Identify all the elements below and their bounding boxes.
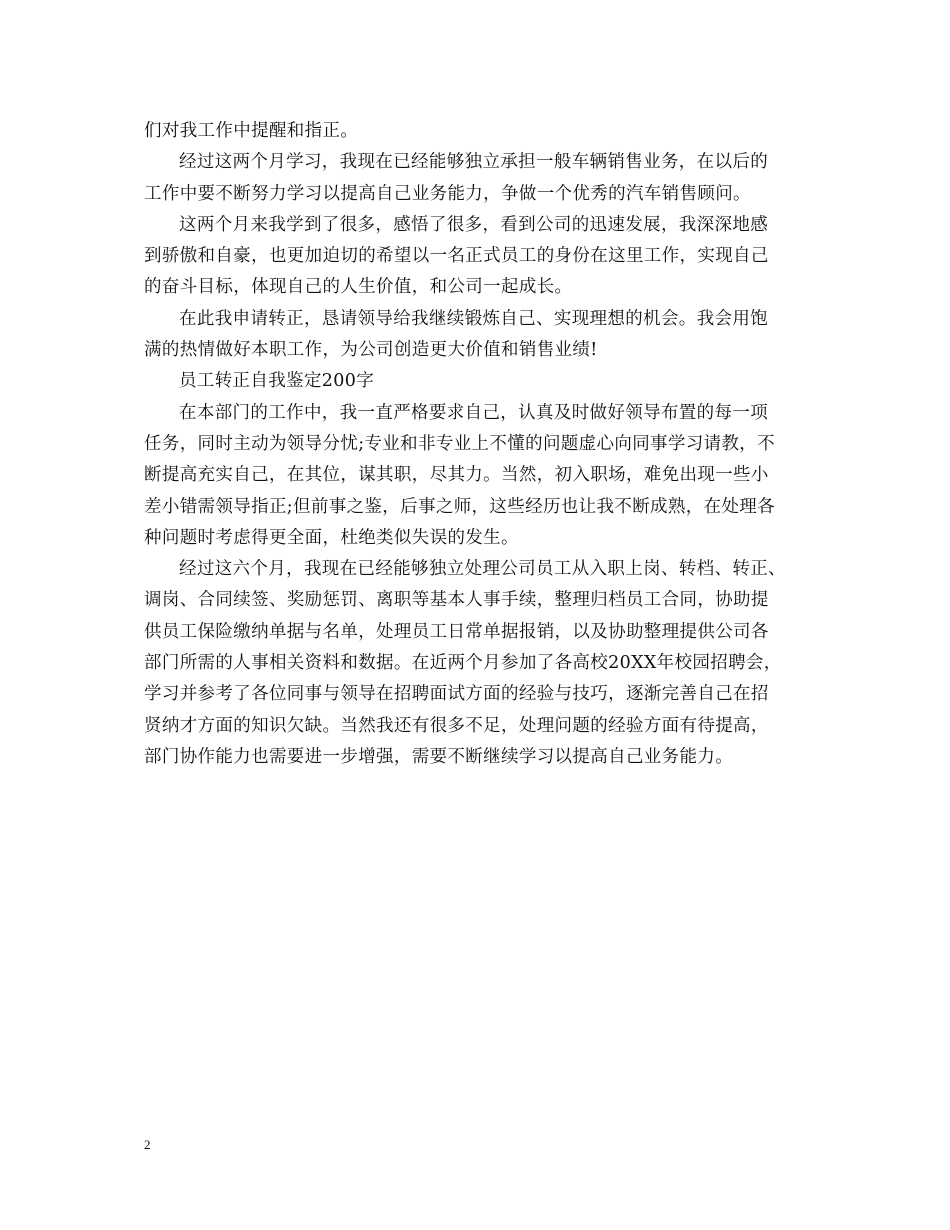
text-line: 差小错需领导指正;但前事之鉴，后事之师，这些经历也让我不断成熟，在处理各 <box>144 496 775 517</box>
text-line: 的奋斗目标，体现自己的人生价值，和公司一起成长。 <box>144 277 573 298</box>
text-line: 任务，同时主动为领导分忧;专业和非专业上不懂的问题虚心向同事学习请教，不 <box>144 433 775 454</box>
page-number: 2 <box>144 1137 151 1152</box>
text-line: 经过这两个月学习，我现在已经能够独立承担一般车辆销售业务，在以后的 <box>179 152 769 173</box>
text-line: 们对我工作中提醒和指正。 <box>144 121 359 141</box>
text-line: 调岗、合同续签、奖励惩罚、离职等基本人事手续，整理归档员工合同，协助提 <box>144 590 769 611</box>
text-line: 供员工保险缴纳单据与名单，处理员工日常单据报销，以及协助整理提供公司各 <box>144 621 769 642</box>
text-line: 在本部门的工作中，我一直严格要求自己，认真及时做好领导布置的每一项 <box>179 402 769 423</box>
text-line: 种问题时考虑得更全面，杜绝类似失误的发生。 <box>144 527 519 548</box>
text-line: 到骄傲和自豪，也更加迫切的希望以一名正式员工的身份在这里工作，实现自己 <box>144 246 769 267</box>
text-line: 这两个月来我学到了很多，感悟了很多，看到公司的迅速发展，我深深地感 <box>179 214 769 235</box>
section-heading: 员工转正自我鉴定200字 <box>179 371 375 392</box>
text-line: 工作中要不断努力学习以提高自己业务能力，争做一个优秀的汽车销售顾问。 <box>144 183 751 204</box>
text-line: 断提高充实自己，在其位，谋其职，尽其力。当然，初入职场，难免出现一些小 <box>144 465 769 486</box>
text-line: 贤纳才方面的知识欠缺。当然我还有很多不足，处理问题的经验方面有待提高， <box>144 715 769 736</box>
body-text <box>144 116 834 773</box>
text-line: 在此我申请转正，恳请领导给我继续锻炼自己、实现理想的机会。我会用饱 <box>179 308 769 329</box>
text-line: 满的热情做好本职工作，为公司创造更大价值和销售业绩! <box>144 340 598 361</box>
text-line: 部门协作能力也需要进一步增强，需要不断继续学习以提高自己业务能力。 <box>144 746 734 767</box>
text-line: 经过这六个月，我现在已经能够独立处理公司员工从入职上岗、转档、转正、 <box>179 559 786 580</box>
text-line: 部门所需的人事相关资料和数据。在近两个月参加了各高校20XX年校园招聘会， <box>144 653 782 674</box>
text-line: 学习并参考了各位同事与领导在招聘面试方面的经验与技巧，逐渐完善自己在招 <box>144 684 769 705</box>
